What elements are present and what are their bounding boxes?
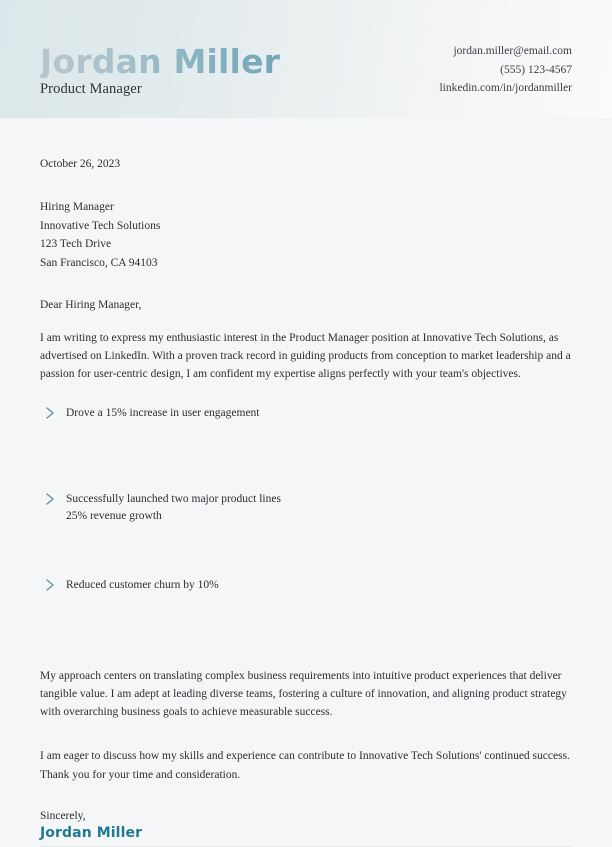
signoff: Sincerely,: [40, 809, 86, 822]
highlight-line: Successfully launched two major product lines: [66, 492, 281, 505]
letter-date: October 26, 2023: [40, 158, 121, 170]
letter-body: [0, 158, 612, 847]
chevron-right-icon: [40, 405, 66, 420]
contact-block: [439, 42, 572, 118]
closing-paragraph: I am eager to discuss how my skills and experience can contribute to Innovative Tech Solutions' continued success. Thank you for your time and consideration.: [40, 750, 570, 781]
chevron-right-icon: [40, 577, 66, 592]
list-item: [40, 405, 572, 491]
identity-block: [40, 42, 281, 118]
list-item: [40, 577, 572, 663]
letterhead-header: [0, 0, 612, 118]
list-item-text: [66, 405, 572, 422]
highlight-line: Drove a 15% increase in user engagement: [66, 406, 260, 419]
job-title: Product Manager: [40, 81, 142, 97]
signature-name: Jordan Miller: [40, 824, 143, 841]
opening-paragraph: I am writing to express my enthusiastic interest in the Product Manager position at Innovative Tech Solutions, as advertised on LinkedIn. With a proven track record in guiding products from conception to market leadership and a passion for user-centric design, I am confident my expertise aligns perfectly with your team's objectives.: [40, 331, 571, 380]
list-item-text: [66, 577, 572, 594]
chevron-right-icon: [40, 491, 66, 506]
salutation: Dear Hiring Manager,: [40, 298, 142, 311]
highlight-line: 25% revenue growth: [66, 509, 162, 522]
contact-email[interactable]: jordan.miller@email.com: [453, 45, 572, 58]
approach-paragraph: My approach centers on translating complex business requirements into intuitive product experiences that deliver tangible value. I am adept at leading diverse teams, fostering a culture of innovation, and aligning product strategy with overarching business goals to achieve measurable success.: [40, 669, 567, 719]
page-title: Jordan Miller: [40, 42, 281, 81]
recipient-street: 123 Tech Drive: [40, 238, 112, 251]
contact-phone[interactable]: (555) 123-4567: [500, 63, 572, 76]
list-item-text: [66, 491, 572, 524]
highlights-list: [40, 405, 572, 663]
highlight-line: Reduced customer churn by 10%: [66, 578, 219, 591]
recipient-city-state-zip: San Francisco, CA 94103: [40, 256, 158, 269]
recipient-company: Innovative Tech Solutions: [40, 219, 161, 232]
recipient-name: Hiring Manager: [40, 201, 114, 213]
recipient-address: [40, 198, 572, 273]
list-item: [40, 491, 572, 577]
contact-linkedin[interactable]: linkedin.com/in/jordanmiller: [439, 82, 572, 95]
